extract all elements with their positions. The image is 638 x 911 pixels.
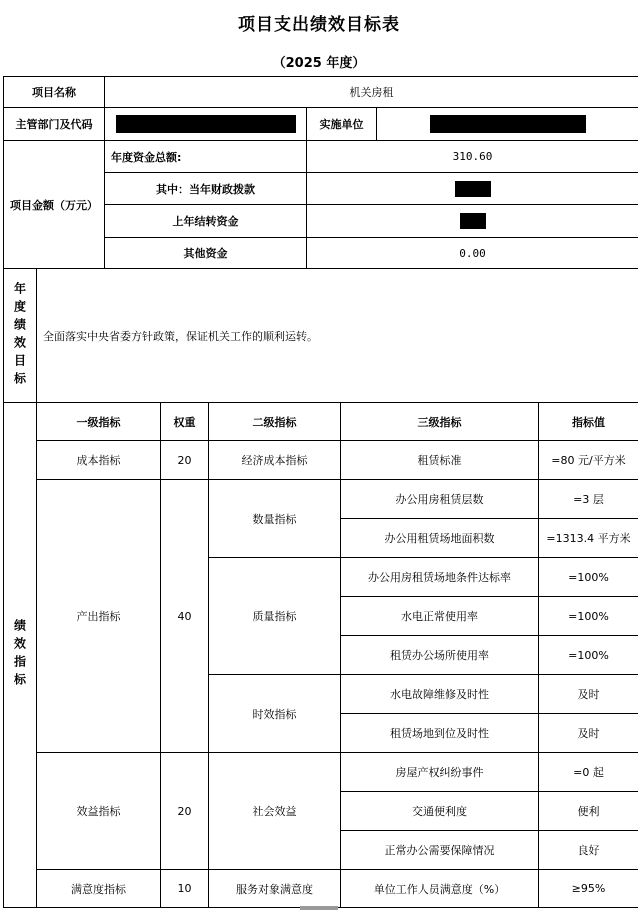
table-row-value: =100%: [539, 597, 638, 636]
current-funds-label: 其中：当年财政拨款: [105, 173, 307, 205]
satisfaction-value: ≥95%: [539, 870, 638, 908]
cost-value: =80 元/平方米: [539, 441, 638, 480]
table-row-level3: 正常办公需要保障情况: [341, 831, 539, 870]
funds-table: [3, 140, 638, 269]
table-row-level3: 房屋产权纠纷事件: [341, 753, 539, 792]
total-funds-value: 310.60: [307, 141, 638, 173]
carryover-funds-label: 上年结转资金: [105, 205, 307, 238]
year-subtitle: （2025 年度）: [272, 56, 366, 71]
other-funds-value: 0.00: [307, 238, 638, 269]
header-value: 指标值: [539, 403, 638, 441]
table-row-level3: 办公用房租赁场地条件达标率: [341, 558, 539, 597]
dept-label: 主管部门及代码: [4, 108, 105, 141]
table-row-value: 及时: [539, 675, 638, 714]
output-level1: 产出指标: [37, 480, 161, 753]
header-weight: 权重: [161, 403, 209, 441]
header-level2: 二级指标: [209, 403, 341, 441]
table-row-level3: 租赁办公场所使用率: [341, 636, 539, 675]
cost-level1: 成本指标: [37, 441, 161, 480]
annual-goal-text: 全面落实中央省委方针政策，保证机关工作的顺利运转。: [37, 269, 638, 403]
table-row-level3: 办公用房租赁层数: [341, 480, 539, 519]
satisfaction-weight: 10: [161, 870, 209, 908]
benefit-weight: 20: [161, 753, 209, 870]
impl-unit-label: 实施单位: [307, 108, 377, 141]
table-row-value: 及时: [539, 714, 638, 753]
impl-unit-value-redacted: [377, 108, 638, 141]
indicator-table: [3, 402, 638, 908]
total-funds-label: 年度资金总额:: [105, 141, 307, 173]
cost-weight: 20: [161, 441, 209, 480]
header-level1: 一级指标: [37, 403, 161, 441]
project-name-value: 机关房租: [105, 77, 638, 108]
project-info-table: [3, 76, 638, 141]
table-row-level3: 水电正常使用率: [341, 597, 539, 636]
amount-label: 项目金额（万元）: [4, 141, 105, 269]
cost-level3: 租赁标准: [341, 441, 539, 480]
annual-goal-table: [3, 268, 638, 403]
time-level2: 时效指标: [209, 675, 341, 753]
other-funds-label: 其他资金: [105, 238, 307, 269]
table-row-value: 便利: [539, 792, 638, 831]
table-row-value: =0 起: [539, 753, 638, 792]
quantity-level2: 数量指标: [209, 480, 341, 558]
current-funds-value-redacted: [307, 173, 638, 205]
satisfaction-level1: 满意度指标: [37, 870, 161, 908]
cost-level2: 经济成本指标: [209, 441, 341, 480]
benefit-level1: 效益指标: [37, 753, 161, 870]
carryover-funds-value-redacted: [307, 205, 638, 238]
benefit-level2: 社会效益: [209, 753, 341, 870]
page-title: 项目支出绩效目标表: [238, 15, 400, 35]
table-row-value: =3 层: [539, 480, 638, 519]
table-row-value: =1313.4 平方米: [539, 519, 638, 558]
table-row-value: 良好: [539, 831, 638, 870]
project-name-label: 项目名称: [4, 77, 105, 108]
indicator-label: 绩效指标: [4, 403, 37, 908]
table-row-level3: 水电故障维修及时性: [341, 675, 539, 714]
output-weight: 40: [161, 480, 209, 753]
quality-level2: 质量指标: [209, 558, 341, 675]
annual-goal-label: 年度绩效目标: [4, 269, 37, 403]
satisfaction-level3: 单位工作人员满意度（%）: [341, 870, 539, 908]
table-row-level3: 办公用租赁场地面积数: [341, 519, 539, 558]
table-row-level3: 交通便利度: [341, 792, 539, 831]
table-row-value: =100%: [539, 558, 638, 597]
satisfaction-level2: 服务对象满意度: [209, 870, 341, 908]
table-row-value: =100%: [539, 636, 638, 675]
page-scroll-indicator: [300, 906, 338, 910]
table-row-level3: 租赁场地到位及时性: [341, 714, 539, 753]
dept-value-redacted: [105, 108, 307, 141]
header-level3: 三级指标: [341, 403, 539, 441]
